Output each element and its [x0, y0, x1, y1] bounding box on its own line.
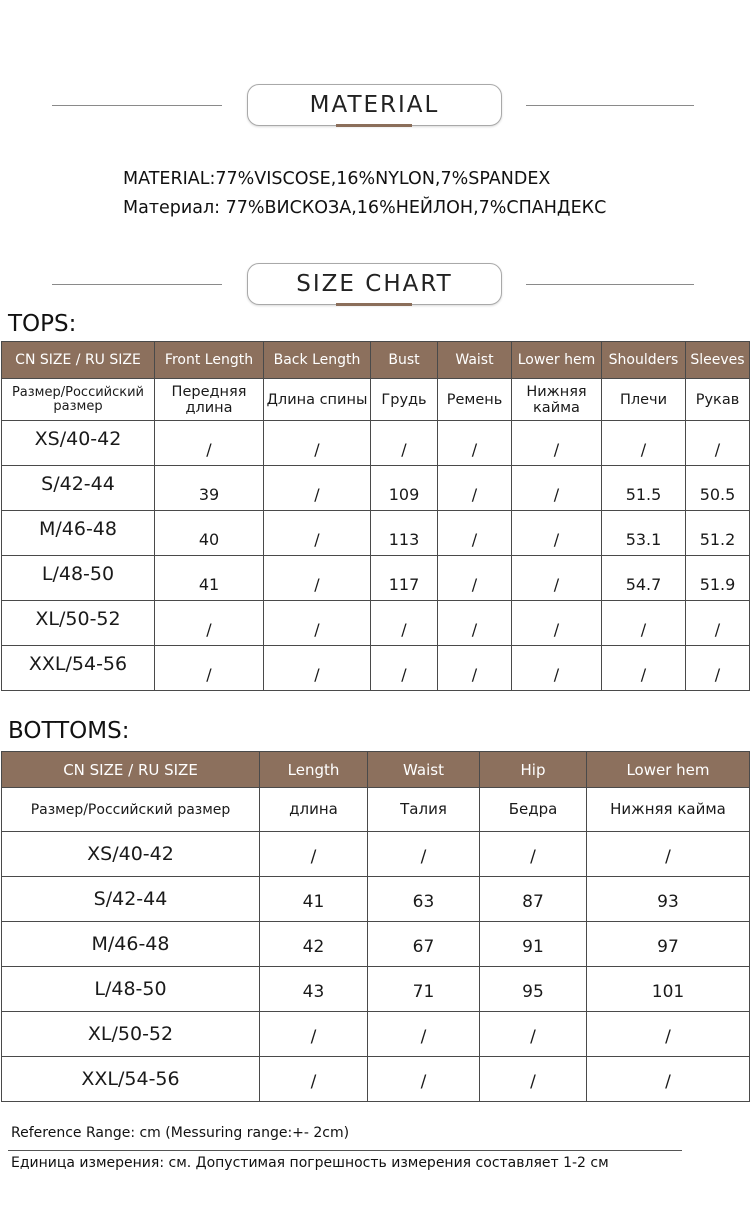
measurement-cell: 40 [155, 511, 264, 556]
measurement-cell: 87 [480, 877, 587, 922]
measurement-cell: 93 [587, 877, 750, 922]
table-row [2, 601, 750, 646]
measurement-cell: 91 [480, 922, 587, 967]
size-cell: XL/50-52 [2, 601, 155, 646]
tops-table-body [2, 342, 750, 691]
table-row [2, 877, 750, 922]
measurement-cell: 41 [260, 877, 368, 922]
table-row [2, 967, 750, 1012]
measurement-cell: / [264, 421, 371, 466]
measurement-cell: 41 [155, 556, 264, 601]
measurement-cell: / [512, 511, 602, 556]
size-cell: M/46-48 [2, 922, 260, 967]
header-row-ru [2, 379, 750, 421]
column-header: Waist [438, 342, 512, 379]
column-header: CN SIZE / RU SIZE [2, 342, 155, 379]
measurement-cell: / [587, 832, 750, 877]
column-header-ru: длина [260, 788, 368, 832]
table-row [2, 556, 750, 601]
column-header-ru: Плечи [602, 379, 686, 421]
tops-title: TOPS: [8, 311, 77, 337]
header-row [2, 752, 750, 788]
column-header: CN SIZE / RU SIZE [2, 752, 260, 788]
divider-line [52, 284, 222, 285]
measurement-cell: / [368, 1057, 480, 1102]
divider-line [526, 105, 694, 106]
size-chart-heading [0, 263, 750, 307]
measurement-cell: 97 [587, 922, 750, 967]
measurement-cell: / [686, 646, 750, 691]
footer-divider [8, 1150, 682, 1151]
measurement-cell: / [264, 646, 371, 691]
measurement-cell: / [260, 1012, 368, 1057]
measurement-cell: / [587, 1057, 750, 1102]
measurement-cell: / [512, 601, 602, 646]
measurement-cell: / [512, 421, 602, 466]
measurement-cell: 51.2 [686, 511, 750, 556]
table-row [2, 832, 750, 877]
reference-range-ru: Единица измерения: см. Допустимая погрешность измерения составляет 1-2 см [11, 1155, 609, 1171]
column-header-ru: Грудь [371, 379, 438, 421]
heading-underline [336, 303, 412, 306]
size-cell: XS/40-42 [2, 832, 260, 877]
bottoms-table-body [2, 752, 750, 1102]
table-row [2, 511, 750, 556]
measurement-cell: / [480, 1012, 587, 1057]
column-header-ru: Длина спины [264, 379, 371, 421]
measurement-cell: 53.1 [602, 511, 686, 556]
measurement-cell: 109 [371, 466, 438, 511]
column-header-ru: Бедра [480, 788, 587, 832]
measurement-cell: / [155, 646, 264, 691]
measurement-cell: / [368, 1012, 480, 1057]
table-row [2, 421, 750, 466]
column-header: Lower hem [512, 342, 602, 379]
column-header: Lower hem [587, 752, 750, 788]
table-row [2, 466, 750, 511]
material-heading-label: MATERIAL [247, 84, 502, 126]
reference-range-en: Reference Range: cm (Messuring range:+- 2cm) [11, 1125, 350, 1141]
material-line-en: MATERIAL:77%VISCOSE,16%NYLON,7%SPANDEX [123, 169, 551, 189]
size-cell: XS/40-42 [2, 421, 155, 466]
measurement-cell: 95 [480, 967, 587, 1012]
size-cell: XXL/54-56 [2, 1057, 260, 1102]
material-heading [0, 84, 750, 128]
size-cell: L/48-50 [2, 967, 260, 1012]
measurement-cell: 71 [368, 967, 480, 1012]
measurement-cell: / [438, 646, 512, 691]
divider-line [52, 105, 222, 106]
column-header-ru: Размер/Российский размер [2, 379, 155, 421]
measurement-cell: / [512, 556, 602, 601]
measurement-cell: / [264, 556, 371, 601]
size-cell: M/46-48 [2, 511, 155, 556]
measurement-cell: / [480, 832, 587, 877]
measurement-cell: / [602, 421, 686, 466]
measurement-cell: / [264, 466, 371, 511]
measurement-cell: / [371, 601, 438, 646]
measurement-cell: / [371, 421, 438, 466]
size-cell: S/42-44 [2, 466, 155, 511]
measurement-cell: 42 [260, 922, 368, 967]
measurement-cell: / [602, 646, 686, 691]
table-row [2, 646, 750, 691]
column-header: Sleeves [686, 342, 750, 379]
table-row [2, 1012, 750, 1057]
measurement-cell: / [264, 511, 371, 556]
column-header: Back Length [264, 342, 371, 379]
measurement-cell: 117 [371, 556, 438, 601]
table-row [2, 922, 750, 967]
measurement-cell: / [264, 601, 371, 646]
bottoms-title: BOTTOMS: [8, 718, 130, 744]
measurement-cell: / [512, 646, 602, 691]
measurement-cell: 50.5 [686, 466, 750, 511]
column-header: Bust [371, 342, 438, 379]
divider-line [526, 284, 694, 285]
measurement-cell: 113 [371, 511, 438, 556]
header-row [2, 342, 750, 379]
measurement-cell: / [480, 1057, 587, 1102]
size-cell: L/48-50 [2, 556, 155, 601]
tops-size-table [1, 341, 750, 691]
column-header-ru: Талия [368, 788, 480, 832]
column-header: Waist [368, 752, 480, 788]
bottoms-size-table [1, 751, 750, 1102]
size-chart-heading-label: SIZE CHART [247, 263, 502, 305]
measurement-cell: / [438, 601, 512, 646]
measurement-cell: / [686, 601, 750, 646]
column-header-ru: Нижняя кайма [512, 379, 602, 421]
column-header-ru: Нижняя кайма [587, 788, 750, 832]
measurement-cell: 54.7 [602, 556, 686, 601]
heading-underline [336, 124, 412, 127]
measurement-cell: 63 [368, 877, 480, 922]
measurement-cell: / [155, 421, 264, 466]
measurement-cell: 67 [368, 922, 480, 967]
column-header: Length [260, 752, 368, 788]
measurement-cell: / [438, 421, 512, 466]
column-header-ru: Ремень [438, 379, 512, 421]
measurement-cell: 43 [260, 967, 368, 1012]
measurement-cell: / [438, 556, 512, 601]
header-row-ru [2, 788, 750, 832]
column-header-ru: Рукав [686, 379, 750, 421]
material-line-ru: Материал: 77%ВИСКОЗА,16%НЕЙЛОН,7%СПАНДЕКС [123, 198, 607, 218]
size-cell: S/42-44 [2, 877, 260, 922]
column-header-ru: Размер/Российский размер [2, 788, 260, 832]
size-cell: XL/50-52 [2, 1012, 260, 1057]
column-header-ru: Передняя длина [155, 379, 264, 421]
measurement-cell: / [371, 646, 438, 691]
measurement-cell: 51.5 [602, 466, 686, 511]
column-header: Hip [480, 752, 587, 788]
measurement-cell: / [155, 601, 264, 646]
column-header: Front Length [155, 342, 264, 379]
measurement-cell: 39 [155, 466, 264, 511]
size-cell: XXL/54-56 [2, 646, 155, 691]
column-header: Shoulders [602, 342, 686, 379]
measurement-cell: 51.9 [686, 556, 750, 601]
measurement-cell: / [368, 832, 480, 877]
measurement-cell: / [587, 1012, 750, 1057]
measurement-cell: / [260, 832, 368, 877]
table-row [2, 1057, 750, 1102]
measurement-cell: / [438, 511, 512, 556]
measurement-cell: / [512, 466, 602, 511]
measurement-cell: / [260, 1057, 368, 1102]
measurement-cell: / [438, 466, 512, 511]
measurement-cell: / [686, 421, 750, 466]
measurement-cell: / [602, 601, 686, 646]
measurement-cell: 101 [587, 967, 750, 1012]
